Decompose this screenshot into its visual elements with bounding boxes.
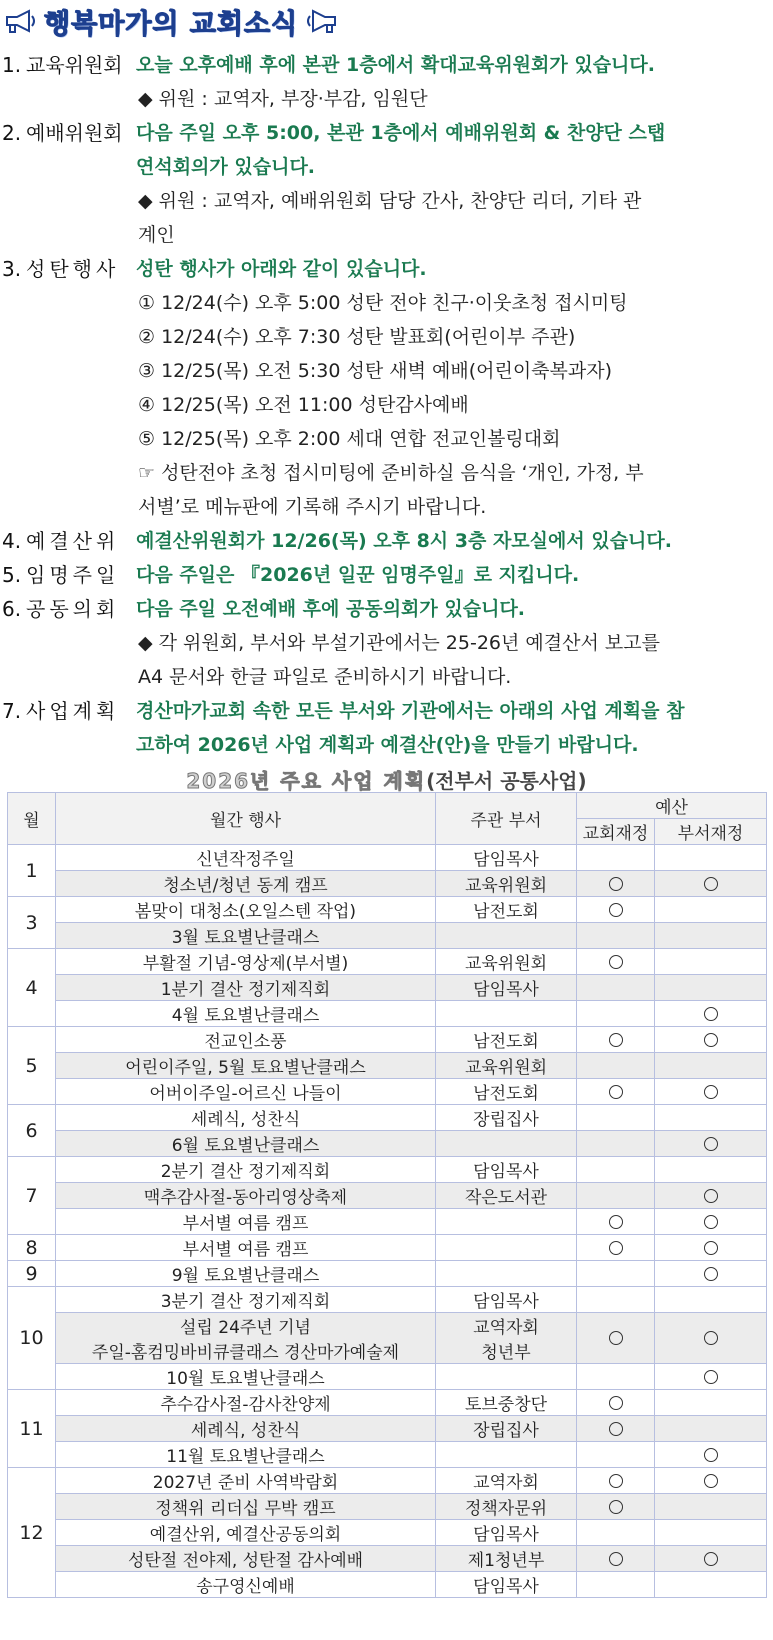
dept-cell <box>436 1079 577 1105</box>
division-budget-cell <box>655 1494 767 1520</box>
notice-line-row <box>0 694 773 728</box>
dept-line: 담임목사 <box>473 1577 539 1597</box>
event-line: 3분기 결산 정기제직회 <box>160 1292 331 1312</box>
month-cell: 3 <box>8 897 56 949</box>
budget-mark-icon <box>704 1085 718 1099</box>
event-cell <box>56 1287 436 1313</box>
division-budget-cell <box>655 1468 767 1494</box>
notice-label: 공동의회 <box>26 597 120 621</box>
division-budget-cell <box>655 845 767 871</box>
notice-text: 고하여 2026년 사업 계획과 예결산(안)을 만들기 바랍니다. <box>136 734 639 756</box>
notice-line-row <box>0 48 773 82</box>
budget-mark-icon <box>609 1215 623 1229</box>
church-budget-cell <box>577 1442 655 1468</box>
dept-cell <box>436 1053 577 1079</box>
table-row <box>8 1131 767 1157</box>
dept-cell <box>436 845 577 871</box>
church-budget-cell <box>577 1183 655 1209</box>
dept-line: 담임목사 <box>473 1162 539 1182</box>
table-row <box>8 1546 767 1572</box>
budget-mark-icon <box>609 1500 623 1514</box>
notice-number: 1. <box>2 53 22 77</box>
church-budget-cell <box>577 1494 655 1520</box>
event-cell <box>56 1390 436 1416</box>
dept-cell <box>436 1494 577 1520</box>
megaphone-icon <box>4 8 38 34</box>
notice-detail: ④ 12/25(목) 오전 11:00 성탄감사예배 <box>138 394 469 416</box>
dept-line: 제1청년부 <box>467 1551 545 1571</box>
dept-line: 남전도회 <box>473 902 539 922</box>
dept-cell <box>436 897 577 923</box>
table-row <box>8 923 767 949</box>
dept-line: 장립집사 <box>473 1421 539 1441</box>
dept-cell <box>436 975 577 1001</box>
dept-line: 토브중창단 <box>464 1395 548 1415</box>
event-line: 맥추감사절-동아리영상축제 <box>143 1188 348 1208</box>
budget-mark-icon <box>704 877 718 891</box>
event-line: 성탄절 전야제, 성탄절 감사예배 <box>127 1551 364 1571</box>
division-budget-cell <box>655 1364 767 1390</box>
header-budget: 예산 <box>577 793 767 819</box>
church-budget-cell <box>577 1209 655 1235</box>
church-budget-cell <box>577 923 655 949</box>
event-line: 1분기 결산 정기제직회 <box>160 980 331 1000</box>
month-cell: 11 <box>8 1390 56 1468</box>
table-row <box>8 1390 767 1416</box>
table-row <box>8 1001 767 1027</box>
dept-line: 담임목사 <box>473 1525 539 1545</box>
event-cell <box>56 949 436 975</box>
table-row <box>8 975 767 1001</box>
dept-cell <box>436 1364 577 1390</box>
dept-cell <box>436 1235 577 1261</box>
dept-cell <box>436 1157 577 1183</box>
event-cell <box>56 923 436 949</box>
division-budget-cell <box>655 1287 767 1313</box>
notice-line-row <box>0 592 773 626</box>
notice-line-row <box>0 524 773 558</box>
notice-list <box>0 48 773 762</box>
plan-title-suffix: (전부서 공통사업) <box>426 769 587 793</box>
table-row <box>8 1079 767 1105</box>
notice-detail: ① 12/24(수) 오후 5:00 성탄 전야 친구·이웃초청 접시미팅 <box>138 292 628 314</box>
notice-detail: ③ 12/25(목) 오전 5:30 성탄 새벽 예배(어린이축복과자) <box>138 360 613 382</box>
event-cell <box>56 1416 436 1442</box>
church-budget-cell <box>577 845 655 871</box>
event-cell <box>56 1572 436 1598</box>
church-budget-cell <box>577 1364 655 1390</box>
budget-mark-icon <box>609 1422 623 1436</box>
church-budget-cell <box>577 975 655 1001</box>
event-line: 부서별 여름 캠프 <box>182 1240 309 1260</box>
header-church-budget: 교회재정 <box>577 819 655 845</box>
event-line: 3월 토요별난클래스 <box>171 928 320 948</box>
division-budget-cell <box>655 897 767 923</box>
dept-line: 교육위원회 <box>464 1058 548 1078</box>
event-cell <box>56 1131 436 1157</box>
notice-text: 성탄 행사가 아래와 같이 있습니다. <box>136 258 427 280</box>
church-budget-cell <box>577 1546 655 1572</box>
division-budget-cell <box>655 1520 767 1546</box>
dept-line: 청년부 <box>481 1343 531 1363</box>
event-line: 부서별 여름 캠프 <box>182 1214 309 1234</box>
header-month: 월 <box>8 793 56 845</box>
plan-table <box>7 792 767 1598</box>
division-budget-cell <box>655 1209 767 1235</box>
budget-mark-icon <box>609 903 623 917</box>
division-budget-cell <box>655 1157 767 1183</box>
table-row <box>8 1468 767 1494</box>
event-line: 10월 토요별난클래스 <box>166 1369 325 1389</box>
budget-mark-icon <box>704 1448 718 1462</box>
division-budget-cell <box>655 1079 767 1105</box>
event-line: 4월 토요별난클래스 <box>171 1006 320 1026</box>
dept-line: 남전도회 <box>473 1032 539 1052</box>
dept-cell <box>436 1287 577 1313</box>
event-line: 청소년/청년 동계 캠프 <box>163 876 328 896</box>
header-division-budget: 부서재정 <box>655 819 767 845</box>
event-line: 송구영신예배 <box>196 1577 295 1597</box>
event-line: 어린이주일, 5월 토요별난클래스 <box>125 1058 366 1078</box>
budget-mark-icon <box>704 1474 718 1488</box>
event-cell <box>56 1520 436 1546</box>
event-cell <box>56 1313 436 1364</box>
notice-text: 연석회의가 있습니다. <box>136 156 316 178</box>
dept-cell <box>436 1261 577 1287</box>
plan-title-main: 2026년 주요 사업 계획 <box>186 769 427 793</box>
table-row <box>8 845 767 871</box>
table-row <box>8 1235 767 1261</box>
church-budget-cell <box>577 1520 655 1546</box>
event-line: 신년작정주일 <box>196 850 295 870</box>
event-line: 11월 토요별난클래스 <box>166 1447 325 1467</box>
dept-line: 남전도회 <box>473 1084 539 1104</box>
division-budget-cell <box>655 1235 767 1261</box>
month-cell: 4 <box>8 949 56 1027</box>
event-line: 어버이주일-어르신 나들이 <box>149 1084 342 1104</box>
dept-line: 담임목사 <box>473 1292 539 1312</box>
month-cell: 10 <box>8 1287 56 1390</box>
notice-label: 교육위원회 <box>26 53 123 77</box>
dept-cell <box>436 1416 577 1442</box>
notice-line-row <box>0 728 773 762</box>
notice-text: 오늘 오후예배 후에 본관 1층에서 확대교육위원회가 있습니다. <box>136 54 655 76</box>
table-row <box>8 1209 767 1235</box>
division-budget-cell <box>655 1183 767 1209</box>
table-row <box>8 1105 767 1131</box>
notice-detail: ⑤ 12/25(목) 오후 2:00 세대 연합 전교인볼링대회 <box>138 428 561 450</box>
budget-mark-icon <box>609 1241 623 1255</box>
table-row <box>8 1157 767 1183</box>
church-budget-cell <box>577 1027 655 1053</box>
notice-number: 7. <box>2 699 22 723</box>
division-budget-cell <box>655 1261 767 1287</box>
division-budget-cell <box>655 1027 767 1053</box>
budget-mark-icon <box>704 1267 718 1281</box>
dept-cell <box>436 1209 577 1235</box>
notice-item <box>0 252 773 524</box>
month-cell: 5 <box>8 1027 56 1105</box>
month-cell: 6 <box>8 1105 56 1157</box>
budget-mark-icon <box>704 1215 718 1229</box>
event-cell <box>56 845 436 871</box>
dept-cell <box>436 1442 577 1468</box>
notice-text: 다음 주일은 『2026년 일꾼 임명주일』로 지킵니다. <box>136 564 580 586</box>
budget-mark-icon <box>609 955 623 969</box>
page-title: 행복마가의 교회소식 <box>44 8 299 40</box>
dept-cell <box>436 1546 577 1572</box>
table-row <box>8 1494 767 1520</box>
notice-label <box>26 728 136 762</box>
event-cell <box>56 1235 436 1261</box>
event-line: 2027년 준비 사역박람회 <box>152 1473 339 1493</box>
dept-line: 교육위원회 <box>464 876 548 896</box>
notice-item <box>0 558 773 592</box>
plan-table-body <box>8 845 767 1598</box>
event-cell <box>56 1183 436 1209</box>
event-cell <box>56 1157 436 1183</box>
notice-detail: A4 문서와 한글 파일로 준비하시기 바랍니다. <box>138 666 512 688</box>
event-cell <box>56 1209 436 1235</box>
budget-mark-icon <box>609 1396 623 1410</box>
dept-line: 교역자회 <box>473 1318 539 1338</box>
budget-mark-icon <box>704 1241 718 1255</box>
dept-cell <box>436 949 577 975</box>
division-budget-cell <box>655 1546 767 1572</box>
table-row <box>8 1442 767 1468</box>
division-budget-cell <box>655 949 767 975</box>
budget-mark-icon <box>704 1189 718 1203</box>
table-row <box>8 1261 767 1287</box>
month-cell: 7 <box>8 1157 56 1235</box>
budget-mark-icon <box>704 1370 718 1384</box>
division-budget-cell <box>655 1053 767 1079</box>
dept-cell <box>436 1390 577 1416</box>
megaphone-icon <box>304 8 338 34</box>
church-budget-cell <box>577 949 655 975</box>
dept-line: 교역자회 <box>473 1473 539 1493</box>
notice-number <box>0 728 26 762</box>
notice-text: 다음 주일 오전예배 후에 공동의회가 있습니다. <box>136 598 526 620</box>
event-cell <box>56 1546 436 1572</box>
notice-line-row <box>0 252 773 286</box>
division-budget-cell <box>655 871 767 897</box>
notice-item <box>0 48 773 116</box>
dept-line: 장립집사 <box>473 1110 539 1130</box>
table-row <box>8 1183 767 1209</box>
notice-item <box>0 694 773 762</box>
dept-cell <box>436 1131 577 1157</box>
table-row <box>8 871 767 897</box>
notice-text: 경산마가교회 속한 모든 부서와 기관에서는 아래의 사업 계획을 참 <box>136 700 685 722</box>
church-budget-cell <box>577 1105 655 1131</box>
event-line: 2분기 결산 정기제직회 <box>160 1162 331 1182</box>
dept-cell <box>436 1572 577 1598</box>
event-line: 세례식, 성찬식 <box>190 1110 301 1130</box>
dept-cell <box>436 1520 577 1546</box>
church-budget-cell <box>577 1053 655 1079</box>
notice-label <box>26 150 136 184</box>
table-row <box>8 1572 767 1598</box>
notice-label: 임명주일 <box>26 563 120 587</box>
month-cell: 12 <box>8 1468 56 1598</box>
division-budget-cell <box>655 1416 767 1442</box>
notice-number <box>0 150 26 184</box>
notice-line-row <box>0 116 773 150</box>
event-cell <box>56 975 436 1001</box>
event-cell <box>56 1364 436 1390</box>
notice-line-row <box>0 150 773 184</box>
dept-cell <box>436 1105 577 1131</box>
budget-mark-icon <box>704 1007 718 1021</box>
table-row <box>8 1520 767 1546</box>
dept-cell <box>436 1027 577 1053</box>
division-budget-cell <box>655 1105 767 1131</box>
budget-mark-icon <box>704 1137 718 1151</box>
notice-detail: 서별’로 메뉴판에 기록해 주시기 바랍니다. <box>138 496 487 518</box>
month-cell: 1 <box>8 845 56 897</box>
division-budget-cell <box>655 1390 767 1416</box>
division-budget-cell <box>655 923 767 949</box>
notice-number: 4. <box>2 529 22 553</box>
notice-label: 사업계획 <box>26 699 120 723</box>
event-line: 주일-홈컴밍바비큐클래스 경산마가예술제 <box>91 1343 400 1363</box>
notice-number: 6. <box>2 597 22 621</box>
budget-mark-icon <box>609 1552 623 1566</box>
church-budget-cell <box>577 1572 655 1598</box>
church-budget-cell <box>577 1235 655 1261</box>
notice-detail: ② 12/24(수) 오후 7:30 성탄 발표회(어린이부 주관) <box>138 326 576 348</box>
notice-detail: ◆ 위원 : 교역자, 부장·부감, 임원단 <box>138 88 428 110</box>
event-line: 세례식, 성찬식 <box>190 1421 301 1441</box>
month-cell: 8 <box>8 1235 56 1261</box>
church-budget-cell <box>577 1313 655 1364</box>
church-budget-cell <box>577 897 655 923</box>
event-line: 추수감사절-감사찬양제 <box>160 1395 331 1415</box>
event-line: 부활절 기념-영상제(부서별) <box>142 954 349 974</box>
event-line: 설립 24주년 기념 <box>180 1318 311 1338</box>
month-cell: 9 <box>8 1261 56 1287</box>
notice-detail: ◆ 각 위원회, 부서와 부설기관에서는 25-26년 예결산서 보고를 <box>138 632 660 654</box>
budget-mark-icon <box>704 1331 718 1345</box>
header-dept: 주관 부서 <box>436 793 577 845</box>
church-budget-cell <box>577 1287 655 1313</box>
dept-cell <box>436 1468 577 1494</box>
header-event: 월간 행사 <box>56 793 436 845</box>
notice-label: 예결산위 <box>26 529 120 553</box>
division-budget-cell <box>655 1572 767 1598</box>
budget-mark-icon <box>609 1085 623 1099</box>
notice-number: 3. <box>2 257 22 281</box>
dept-line: 담임목사 <box>473 980 539 1000</box>
dept-cell <box>436 1313 577 1364</box>
notice-line-row <box>0 558 773 592</box>
dept-cell <box>436 1183 577 1209</box>
header <box>4 4 338 38</box>
budget-mark-icon <box>609 1033 623 1047</box>
budget-mark-icon <box>704 1033 718 1047</box>
division-budget-cell <box>655 1131 767 1157</box>
table-row <box>8 1416 767 1442</box>
church-budget-cell <box>577 1416 655 1442</box>
event-cell <box>56 1261 436 1287</box>
event-cell <box>56 871 436 897</box>
notice-number: 5. <box>2 563 22 587</box>
plan-title <box>0 765 773 794</box>
church-budget-cell <box>577 1468 655 1494</box>
church-budget-cell <box>577 1390 655 1416</box>
event-line: 예결산위, 예결산공동의회 <box>149 1525 342 1545</box>
table-row <box>8 1053 767 1079</box>
event-cell <box>56 1027 436 1053</box>
dept-line: 정책자문위 <box>464 1499 548 1519</box>
church-budget-cell <box>577 871 655 897</box>
church-budget-cell <box>577 1001 655 1027</box>
notice-detail: ☞ 성탄전야 초청 접시미팅에 준비하실 음식을 ‘개인, 가정, 부 <box>138 462 644 484</box>
event-cell <box>56 1468 436 1494</box>
notice-item <box>0 524 773 558</box>
dept-cell <box>436 923 577 949</box>
dept-cell <box>436 1001 577 1027</box>
table-row <box>8 1287 767 1313</box>
church-budget-cell <box>577 1261 655 1287</box>
church-budget-cell <box>577 1079 655 1105</box>
event-cell <box>56 1053 436 1079</box>
notice-item <box>0 592 773 694</box>
notice-detail: 계인 <box>138 224 175 246</box>
division-budget-cell <box>655 1442 767 1468</box>
notice-detail: ◆ 위원 : 교역자, 예배위원회 담당 간사, 찬양단 리더, 기타 관 <box>138 190 642 212</box>
table-row <box>8 1364 767 1390</box>
dept-line: 교육위원회 <box>464 954 548 974</box>
budget-mark-icon <box>609 877 623 891</box>
church-budget-cell <box>577 1157 655 1183</box>
event-cell <box>56 897 436 923</box>
notice-number: 2. <box>2 121 22 145</box>
event-cell <box>56 1442 436 1468</box>
dept-line: 담임목사 <box>473 850 539 870</box>
division-budget-cell <box>655 1313 767 1364</box>
notice-item <box>0 116 773 252</box>
event-line: 정책위 리더십 무박 캠프 <box>155 1499 336 1519</box>
budget-mark-icon <box>609 1474 623 1488</box>
division-budget-cell <box>655 975 767 1001</box>
notice-text: 다음 주일 오후 5:00, 본관 1층에서 예배위원회 & 찬양단 스탭 <box>136 122 666 144</box>
event-cell <box>56 1494 436 1520</box>
event-line: 전교인소풍 <box>204 1032 287 1052</box>
event-line: 6월 토요별난클래스 <box>171 1136 320 1156</box>
table-row <box>8 1313 767 1364</box>
table-row <box>8 1027 767 1053</box>
dept-line: 작은도서관 <box>464 1188 548 1208</box>
notice-text: 예결산위원회가 12/26(목) 오후 8시 3층 자모실에서 있습니다. <box>136 530 672 552</box>
notice-label: 예배위원회 <box>26 121 123 145</box>
event-cell <box>56 1079 436 1105</box>
event-line: 9월 토요별난클래스 <box>171 1266 320 1286</box>
budget-mark-icon <box>704 1552 718 1566</box>
dept-cell <box>436 871 577 897</box>
notice-label: 성탄행사 <box>26 257 120 281</box>
event-cell <box>56 1105 436 1131</box>
division-budget-cell <box>655 1001 767 1027</box>
table-row <box>8 897 767 923</box>
budget-mark-icon <box>609 1331 623 1345</box>
table-row <box>8 949 767 975</box>
event-cell <box>56 1001 436 1027</box>
church-budget-cell <box>577 1131 655 1157</box>
event-line: 봄맞이 대청소(오일스텐 작업) <box>134 902 357 922</box>
